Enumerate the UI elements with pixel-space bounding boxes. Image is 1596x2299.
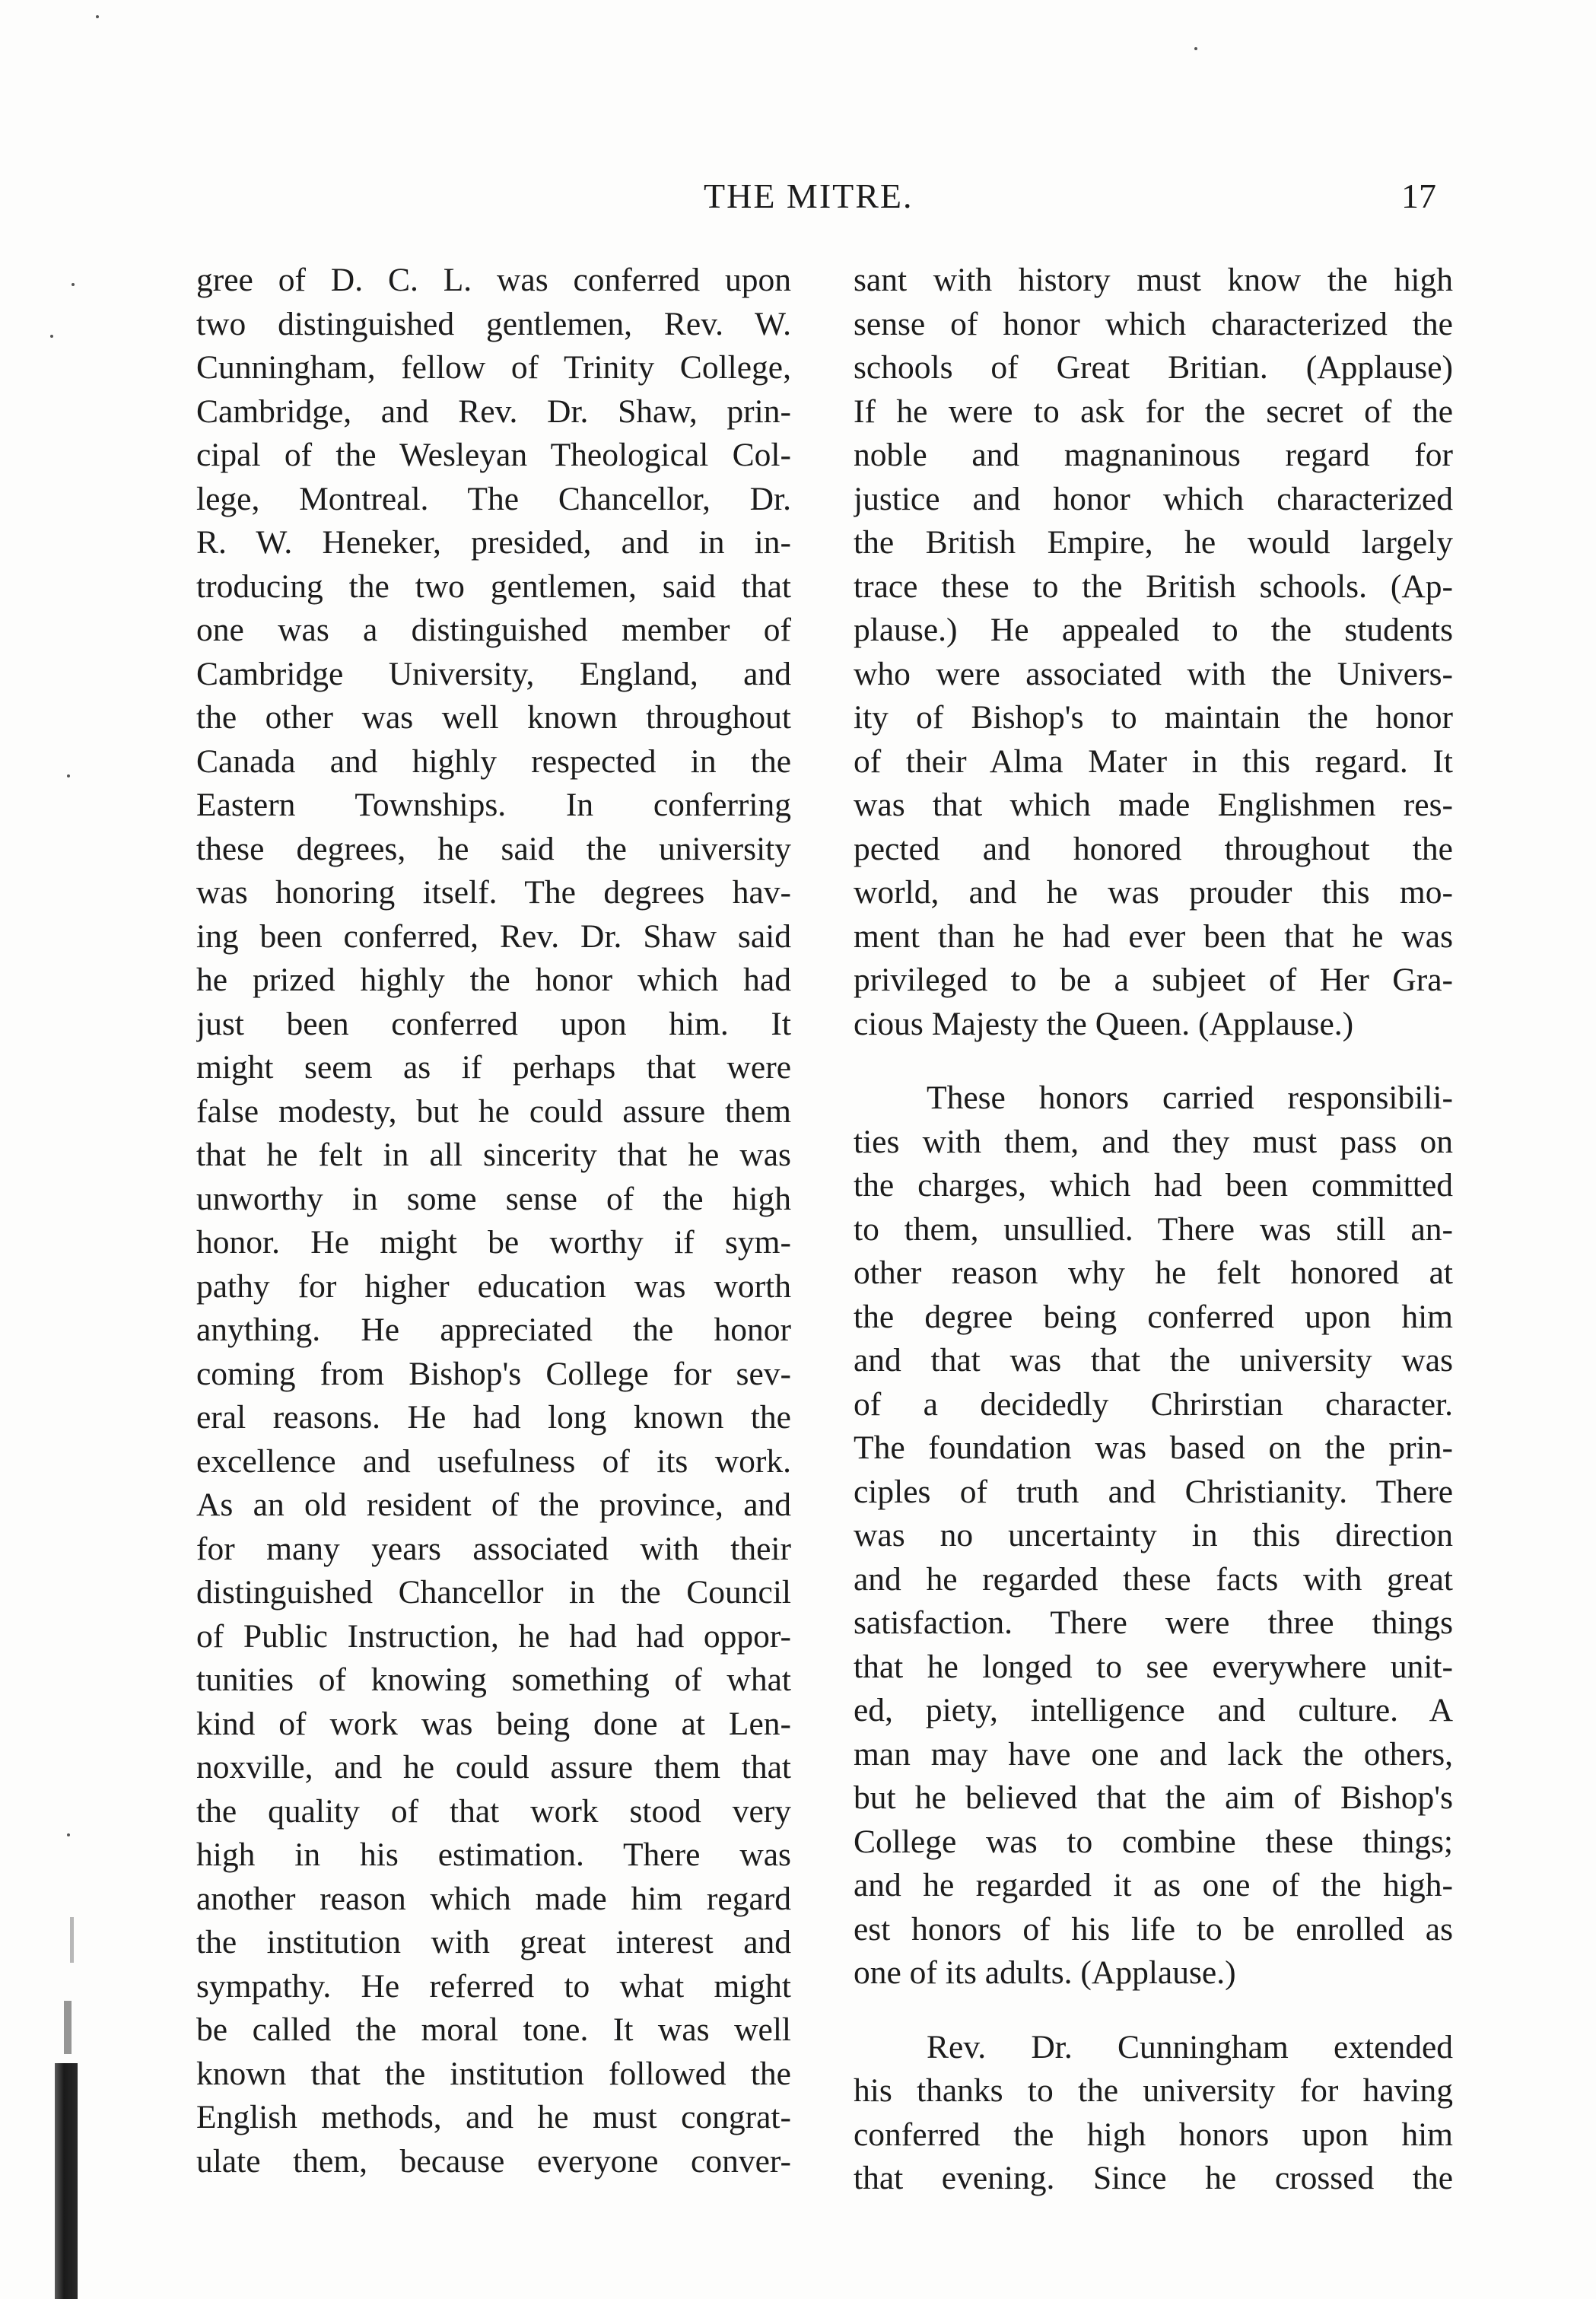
text-line: ing been conferred, Rev. Dr. Shaw said (196, 917, 791, 955)
binding-speckle (64, 2001, 72, 2054)
binding-shadow (55, 2063, 78, 2299)
text-line: one of its adults. (Applause.) (854, 1954, 1236, 1991)
text-line: pathy for higher education was worth (196, 1267, 791, 1305)
running-head: THE MITRE. (704, 176, 914, 215)
text-line: ulate them, because everyone conver- (196, 2142, 791, 2180)
text-line: another reason which made him regard (196, 1880, 791, 1917)
text-line: one was a distinguished member of (196, 612, 791, 648)
text-line: noble and magnaninous regard for (854, 437, 1453, 473)
text-line: and that was that the university was (854, 1342, 1453, 1378)
text-line: be called the moral tone. It was well (196, 2011, 791, 2048)
paragraph-gap (854, 1046, 1453, 1076)
text-line: distinguished Chancellor in the Council (196, 1574, 791, 1611)
text-line: Cunningham, fellow of Trinity College, (196, 349, 791, 386)
text-line: Cambridge, and Rev. Dr. Shaw, prin- (196, 393, 791, 430)
text-line: his thanks to the university for having (854, 2072, 1453, 2109)
text-line: ment than he had ever been that he was (854, 917, 1453, 955)
margin-speck (50, 335, 53, 338)
text-line: pected and honored throughout the (854, 830, 1453, 867)
text-line: tunities of knowing something of what (196, 1661, 791, 1698)
page-number: 17 (1401, 176, 1436, 215)
text-line: coming from Bishop's College for sev- (196, 1355, 791, 1392)
text-line: the British Empire, he would largely (854, 524, 1453, 561)
text-line: R. W. Heneker, presided, and in in- (196, 524, 791, 561)
paragraph (854, 259, 1453, 1046)
text-line: schools of Great Britian. (Applause) (854, 349, 1453, 386)
text-line: As an old resident of the province, and (196, 1487, 791, 1523)
text-line: world, and he was prouder this mo- (854, 874, 1453, 911)
margin-speck (72, 283, 75, 286)
text-line: excellence and usefulness of its work. (196, 1442, 791, 1480)
text-line: but he believed that the aim of Bishop's (854, 1779, 1453, 1816)
text-line: The foundation was based on the prin- (854, 1429, 1453, 1466)
text-line: and he regarded it as one of the high- (854, 1867, 1453, 1903)
paragraph (854, 2026, 1453, 2201)
text-line: anything. He appreciated the honor (196, 1312, 791, 1348)
text-line: These honors carried responsibili- (927, 1080, 1453, 1116)
text-line: justice and honor which characterized (854, 480, 1453, 517)
text-line: Rev. Dr. Cunningham extended (927, 2028, 1453, 2065)
text-line: ed, piety, intelligence and culture. A (854, 1692, 1453, 1728)
text-line: Canada and highly respected in the (196, 742, 791, 780)
text-line: cious Majesty the Queen. (Applause.) (854, 1005, 1354, 1042)
binding-speckle (70, 1917, 74, 1963)
text-line: might seem as if perhaps that were (196, 1049, 791, 1086)
text-line: of a decidedly Chrirstian character. (854, 1385, 1453, 1423)
text-line: ity of Bishop's to maintain the honor (854, 699, 1453, 736)
text-line: sant with history must know the high (854, 262, 1453, 298)
paragraph-gap (854, 1995, 1453, 2026)
text-line: the degree being conferred upon him (854, 1298, 1453, 1335)
text-line: was no uncertainty in this direction (854, 1517, 1453, 1553)
text-line: the other was well known throughout (196, 699, 791, 736)
text-line: that evening. Since he crossed the (854, 2160, 1453, 2196)
text-line: that he longed to see everywhere unit- (854, 1648, 1453, 1685)
text-line: he prized highly the honor which had (196, 962, 791, 998)
text-line: plause.) He appealed to the students (854, 612, 1453, 648)
text-line: false modesty, but he could assure them (196, 1092, 791, 1130)
text-line: was that which made Englishmen res- (854, 787, 1453, 823)
text-line: est honors of his life to be enrolled as (854, 1910, 1453, 1948)
right-column (854, 259, 1453, 2201)
text-line: was honoring itself. The degrees hav- (196, 874, 791, 911)
text-line: eral reasons. He had long known the (196, 1399, 791, 1436)
text-line: to them, unsullied. There was still an- (854, 1210, 1453, 1248)
text-line: kind of work was being done at Len- (196, 1705, 791, 1742)
margin-speck (67, 774, 70, 777)
text-line: honor. He might be worthy if sym- (196, 1224, 791, 1261)
text-line: ciples of truth and Christianity. There (854, 1473, 1453, 1510)
margin-speck (96, 15, 99, 18)
paragraph (854, 1076, 1453, 1995)
margin-speck (67, 1833, 70, 1836)
text-line: other reason why he felt honored at (854, 1254, 1453, 1291)
text-line: Cambridge University, England, and (196, 655, 791, 692)
text-line: Eastern Townships. In conferring (196, 787, 791, 823)
text-line: unworthy in some sense of the high (196, 1180, 791, 1217)
text-line: known that the institution followed the (196, 2055, 791, 2092)
text-line: of their Alma Mater in this regard. It (854, 742, 1453, 780)
text-line: the institution with great interest and (196, 1924, 791, 1960)
text-line: two distinguished gentlemen, Rev. W. (196, 305, 791, 342)
text-line: gree of D. C. L. was conferred upon (196, 262, 791, 298)
text-line: the charges, which had been committed (854, 1167, 1453, 1204)
text-line: If he were to ask for the secret of the (854, 393, 1453, 430)
text-line: the quality of that work stood very (196, 1792, 791, 1830)
text-line: ties with them, and they must pass on (854, 1123, 1453, 1160)
text-line: English methods, and he must congrat- (196, 2099, 791, 2135)
text-line: noxville, and he could assure them that (196, 1749, 791, 1785)
text-line: man may have one and lack the others, (854, 1735, 1453, 1773)
text-line: lege, Montreal. The Chancellor, Dr. (196, 480, 791, 517)
text-line: just been conferred upon him. It (196, 1005, 791, 1042)
text-line: cipal of the Wesleyan Theological Col- (196, 437, 791, 473)
text-line: trace these to the British schools. (Ap- (854, 568, 1453, 605)
left-column (196, 259, 791, 2183)
text-line: that he felt in all sincerity that he was (196, 1137, 791, 1173)
text-line: privileged to be a subjeet of Her Gra- (854, 962, 1453, 998)
text-line: and he regarded these facts with great (854, 1560, 1453, 1598)
text-line: of Public Instruction, he had had oppor- (196, 1617, 791, 1655)
text-line: sense of honor which characterized the (854, 305, 1453, 342)
text-line: sympathy. He referred to what might (196, 1967, 791, 2005)
text-line: troducing the two gentlemen, said that (196, 568, 791, 605)
text-line: who were associated with the Univers- (854, 655, 1453, 692)
text-line: satisfaction. There were three things (854, 1604, 1453, 1641)
text-line: College was to combine these things; (854, 1823, 1453, 1860)
text-line: for many years associated with their (196, 1530, 791, 1567)
text-line: conferred the high honors upon him (854, 2116, 1453, 2153)
text-line: these degrees, he said the university (196, 830, 791, 867)
margin-speck (1194, 47, 1197, 50)
text-line: high in his estimation. There was (196, 1836, 791, 1873)
